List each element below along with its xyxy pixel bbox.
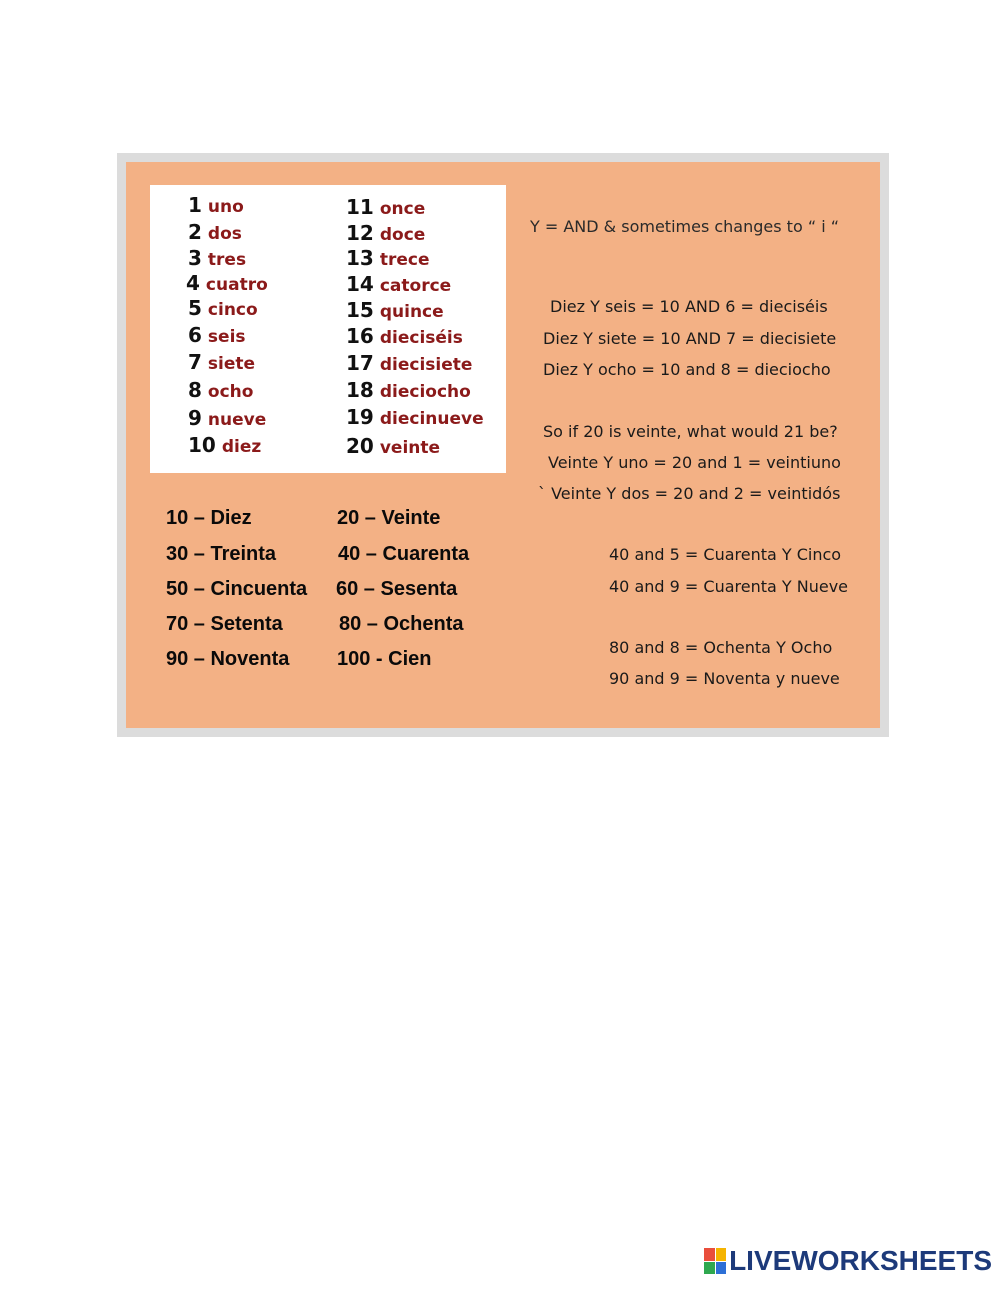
example-line: ` Veinte Y dos = 20 and 2 = veintidós bbox=[538, 484, 841, 503]
number-item: 2 dos bbox=[188, 220, 242, 244]
tens-item: 70 – Setenta bbox=[166, 613, 283, 635]
number-item: 5 cinco bbox=[188, 296, 258, 320]
number-item: 8 ocho bbox=[188, 378, 254, 402]
number-item: 9 nueve bbox=[188, 406, 267, 430]
example-line: Diez Y siete = 10 AND 7 = diecisiete bbox=[543, 329, 837, 348]
number-item: 14 catorce bbox=[346, 272, 452, 296]
number-item: 7 siete bbox=[188, 350, 256, 374]
number-item: 17 diecisiete bbox=[346, 351, 473, 375]
tens-item: 80 – Ochenta bbox=[339, 613, 464, 635]
example-line: So if 20 is veinte, what would 21 be? bbox=[543, 422, 838, 441]
number-item: 13 trece bbox=[346, 246, 430, 270]
logo-text: LIVEWORKSHEETS bbox=[729, 1245, 992, 1276]
numbers-card bbox=[150, 185, 506, 473]
example-line: Diez Y ocho = 10 and 8 = dieciocho bbox=[543, 360, 831, 379]
rule-text: Y = AND & sometimes changes to “ i “ bbox=[530, 217, 840, 236]
number-item: 6 seis bbox=[188, 323, 246, 347]
slide-frame bbox=[117, 153, 889, 737]
number-item: 15 quince bbox=[346, 298, 444, 322]
number-item: 19 diecinueve bbox=[346, 405, 484, 429]
tens-item: 20 – Veinte bbox=[337, 507, 441, 529]
example-line: Veinte Y uno = 20 and 1 = veintiuno bbox=[548, 453, 841, 472]
tens-item: 90 – Noventa bbox=[166, 648, 290, 670]
logo-mark-icon bbox=[704, 1248, 726, 1274]
example-line: 40 and 5 = Cuarenta Y Cinco bbox=[609, 545, 842, 564]
tens-item: 30 – Treinta bbox=[166, 543, 277, 565]
number-item: 16 dieciséis bbox=[346, 324, 463, 348]
number-item: 3 tres bbox=[188, 246, 247, 270]
tens-item: 10 – Diez bbox=[166, 507, 252, 529]
number-item: 20 veinte bbox=[346, 434, 441, 458]
tens-item: 40 – Cuarenta bbox=[338, 543, 470, 565]
number-item: 12 doce bbox=[346, 221, 426, 245]
example-line: 40 and 9 = Cuarenta Y Nueve bbox=[609, 577, 849, 596]
tens-item: 60 – Sesenta bbox=[336, 578, 458, 600]
number-item: 18 dieciocho bbox=[346, 378, 471, 402]
tens-item: 50 – Cincuenta bbox=[166, 578, 308, 600]
liveworksheets-logo[interactable] bbox=[704, 1245, 992, 1277]
example-line: Diez Y seis = 10 AND 6 = dieciséis bbox=[550, 297, 828, 316]
number-item: 11 once bbox=[346, 195, 426, 219]
example-line: 90 and 9 = Noventa y nueve bbox=[609, 669, 840, 688]
number-item: 4 cuatro bbox=[186, 271, 268, 295]
tens-item: 100 - Cien bbox=[337, 648, 432, 670]
example-line: 80 and 8 = Ochenta Y Ocho bbox=[609, 638, 833, 657]
number-item: 10 diez bbox=[188, 433, 262, 457]
slide bbox=[126, 162, 880, 728]
number-item: 1 uno bbox=[188, 193, 244, 217]
